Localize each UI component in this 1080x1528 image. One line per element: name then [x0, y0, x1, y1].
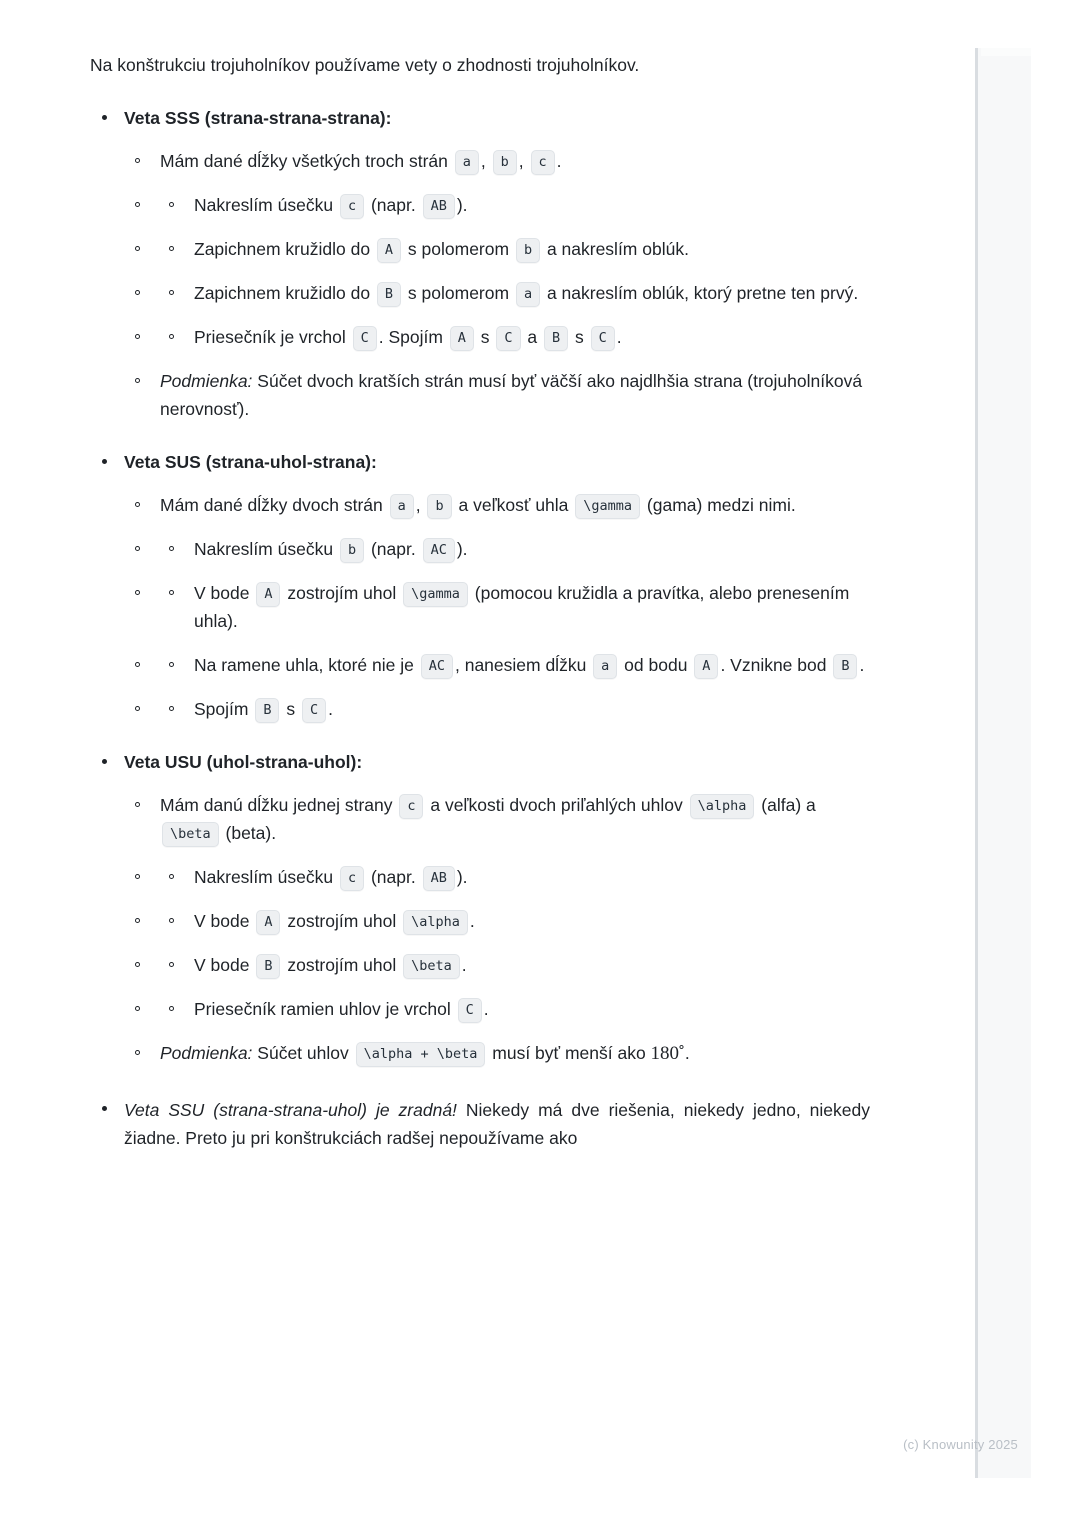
- inline-code-chip: B: [544, 326, 568, 351]
- text-run: Mám dané dĺžky dvoch strán: [160, 495, 388, 516]
- step-item: [124, 535, 870, 563]
- topic-item: [90, 749, 870, 1070]
- text-run: s: [570, 326, 589, 347]
- topic-item: [90, 449, 870, 723]
- inline-code-chip: a: [593, 654, 617, 679]
- inline-code-chip: B: [833, 654, 857, 679]
- step-item: [124, 791, 870, 847]
- text-run: .: [328, 699, 333, 720]
- text-run: V bode: [194, 911, 255, 932]
- text-run: a nakreslím oblúk.: [542, 238, 689, 259]
- step-item: [124, 235, 870, 263]
- text-run: ).: [456, 194, 468, 215]
- topic-item: [90, 1096, 870, 1153]
- text-run: Nakreslím úsečku: [194, 867, 338, 888]
- text-run: (beta).: [220, 823, 277, 844]
- inline-code-chip: C: [458, 998, 482, 1023]
- text-run: (napr.: [366, 194, 421, 215]
- text-run: zostrojím uhol: [282, 911, 402, 932]
- inline-code-chip: b: [516, 238, 540, 263]
- intro-paragraph: Na konštrukciu trojuholníkov používame vety o zhodnosti trojuholníkov.: [90, 55, 640, 75]
- text-run: zostrojím uhol: [282, 955, 402, 976]
- inline-code-chip: b: [427, 494, 451, 519]
- text-run: (napr.: [366, 539, 421, 560]
- inline-code-chip: \gamma: [575, 494, 640, 519]
- text-run: ).: [456, 867, 468, 888]
- inline-code-chip: \alpha: [690, 794, 755, 819]
- steps-list: [124, 491, 870, 723]
- step-item: [124, 651, 870, 679]
- topic-note: [124, 1096, 870, 1153]
- text-run: a: [522, 326, 543, 347]
- text-run: . Vznikne bod: [720, 655, 832, 676]
- topic-title: Veta SUS (strana-uhol-strana):: [124, 451, 377, 472]
- inline-code-chip: c: [531, 150, 555, 175]
- text-run: .: [556, 150, 562, 171]
- text-run: .: [483, 999, 489, 1020]
- inline-code-chip: c: [340, 194, 364, 219]
- step-item: [124, 323, 870, 351]
- text-run: a veľkosť uhla: [453, 495, 574, 516]
- topic-title: Veta SSS (strana-strana-strana):: [124, 107, 392, 128]
- text-run: .: [859, 655, 865, 676]
- text-run: .: [616, 326, 622, 347]
- math-number: 180: [650, 1043, 680, 1065]
- inline-code-chip: c: [340, 866, 364, 891]
- text-run: s: [475, 326, 495, 347]
- text-run: Priesečník je vrchol: [194, 326, 351, 347]
- text-run: (napr.: [366, 867, 421, 888]
- emphasis-text: Veta SSU (strana-strana-uhol) je zradná!: [124, 1099, 457, 1120]
- copyright-watermark: (c) Knowunity 2025: [903, 1437, 1018, 1452]
- inline-code-chip: \gamma: [403, 582, 468, 607]
- text-run: Súčet dvoch kratších strán musí byť väčší ako najdlhšia strana (trojuholníková nerovnosť).: [160, 370, 863, 419]
- emphasis-text: Podmienka:: [160, 1043, 253, 1064]
- text-run: s: [281, 699, 300, 720]
- text-run: .: [469, 911, 475, 932]
- inline-code-chip: b: [493, 150, 517, 175]
- text-run: ,: [415, 495, 426, 516]
- inline-code-chip: \alpha: [403, 910, 468, 935]
- step-item: [124, 147, 870, 175]
- text-run: Spojím: [194, 699, 254, 720]
- inline-code-chip: A: [256, 910, 280, 935]
- inline-code-chip: A: [377, 238, 401, 263]
- text-run: Niekedy má dve riešenia, niekedy jedno, niekedy žiadne. Preto ju pri konštrukciách radšej nepoužívame ako: [124, 1099, 870, 1149]
- step-item: [124, 995, 870, 1023]
- inline-code-chip: b: [340, 538, 364, 563]
- text-run: s polomerom: [403, 238, 514, 259]
- inline-code-chip: a: [390, 494, 414, 519]
- inline-code-chip: \beta: [403, 954, 460, 979]
- inline-code-chip: A: [256, 582, 280, 607]
- inline-code-chip: C: [496, 326, 520, 351]
- inline-code-chip: AB: [423, 866, 455, 891]
- text-run: , nanesiem dĺžku: [454, 655, 592, 676]
- text-run: . Spojím: [378, 326, 448, 347]
- text-run: ,: [518, 150, 529, 171]
- text-run: Na ramene uhla, ktoré nie je: [194, 655, 419, 676]
- inline-code-chip: AC: [423, 538, 455, 563]
- text-run: V bode: [194, 955, 255, 976]
- text-run: Súčet uhlov: [252, 1043, 354, 1064]
- text-run: zostrojím uhol: [282, 583, 402, 604]
- step-item: [124, 367, 870, 423]
- steps-list: [124, 791, 870, 1069]
- steps-list: [124, 147, 870, 423]
- right-side-panel: [975, 48, 1031, 1478]
- inline-code-chip: B: [255, 698, 279, 723]
- text-run: a veľkosti dvoch priľahlých uhlov: [425, 795, 688, 816]
- text-run: Nakreslím úsečku: [194, 539, 338, 560]
- text-run: V bode: [194, 583, 255, 604]
- text-run: Priesečník ramien uhlov je vrchol: [194, 999, 456, 1020]
- step-item: [124, 695, 870, 723]
- emphasis-text: Podmienka:: [160, 370, 253, 391]
- topics-list: [90, 105, 870, 1153]
- text-run: od bodu: [619, 655, 693, 676]
- inline-code-chip: C: [353, 326, 377, 351]
- text-run: Zapichnem kružidlo do: [194, 238, 375, 259]
- inline-code-chip: a: [516, 282, 540, 307]
- step-item: [124, 1039, 870, 1069]
- step-item: [124, 951, 870, 979]
- inline-code-chip: \alpha + \beta: [356, 1042, 486, 1067]
- text-run: .: [461, 955, 467, 976]
- inline-code-chip: c: [399, 794, 423, 819]
- step-item: [124, 279, 870, 307]
- text-run: ).: [456, 539, 468, 560]
- inline-code-chip: C: [591, 326, 615, 351]
- text-run: ˚.: [679, 1043, 690, 1064]
- text-run: (gama) medzi nimi.: [642, 495, 796, 516]
- text-run: musí byť menší ako: [487, 1043, 651, 1064]
- text-run: Mám danú dĺžku jednej strany: [160, 795, 398, 816]
- topic-item: [90, 105, 870, 423]
- step-item: [124, 863, 870, 891]
- side-panel-highlight: [981, 48, 1031, 56]
- step-item: [124, 907, 870, 935]
- text-run: Mám dané dĺžky všetkých troch strán: [160, 150, 453, 171]
- inline-code-chip: B: [377, 282, 401, 307]
- topic-title: Veta USU (uhol-strana-uhol):: [124, 752, 363, 773]
- text-run: (pomocou kružidla a pravítka, alebo prenesením uhla).: [194, 583, 850, 632]
- text-run: ,: [480, 150, 491, 171]
- inline-code-chip: AB: [423, 194, 455, 219]
- inline-code-chip: A: [694, 654, 718, 679]
- inline-code-chip: \beta: [162, 822, 219, 847]
- text-run: Nakreslím úsečku: [194, 194, 338, 215]
- step-item: [124, 579, 870, 635]
- inline-code-chip: C: [302, 698, 326, 723]
- text-run: (alfa) a: [756, 795, 816, 816]
- step-item: [124, 491, 870, 519]
- inline-code-chip: AC: [421, 654, 453, 679]
- text-run: a nakreslím oblúk, ktorý pretne ten prvý.: [542, 282, 859, 303]
- inline-code-chip: B: [256, 954, 280, 979]
- document-body: [90, 52, 870, 1178]
- text-run: Zapichnem kružidlo do: [194, 282, 375, 303]
- step-item: [124, 191, 870, 219]
- inline-code-chip: A: [450, 326, 474, 351]
- inline-code-chip: a: [455, 150, 479, 175]
- text-run: s polomerom: [403, 282, 514, 303]
